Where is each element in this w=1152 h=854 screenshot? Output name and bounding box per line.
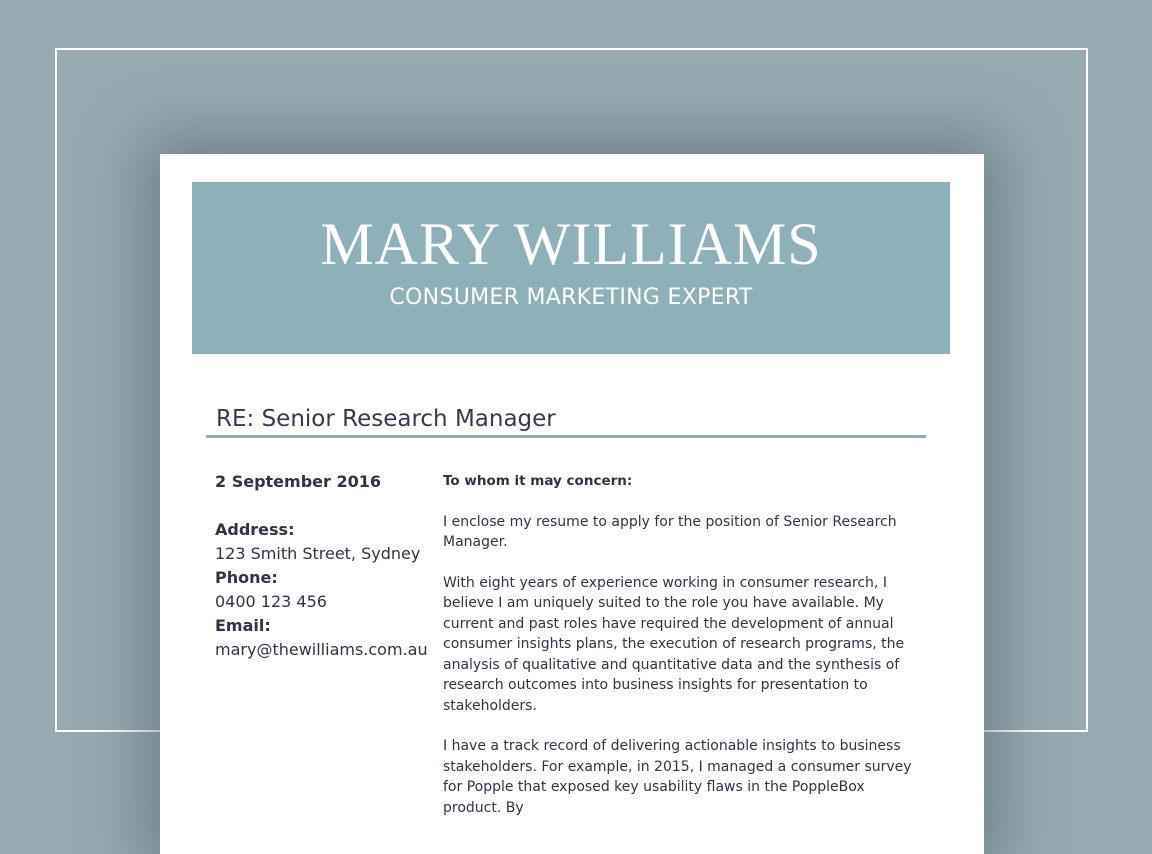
letter-body (443, 471, 927, 838)
address-value: 123 Smith Street, Sydney (215, 544, 421, 563)
paragraph: With eight years of experience working in consumer research, I believe I am uniquely suited to the role you have available. My current and past roles have required the development of annual consumer insights plans, the execution of research programs, the analysis of qualitative and quantitative data and the synthesis of research outcomes into business insights for presentation to stakeholders. (443, 574, 905, 714)
paragraph: I enclose my resume to apply for the position of Senior Research Manager. (443, 513, 897, 550)
letter-date: 2 September 2016 (215, 472, 381, 491)
phone-value: 0400 123 456 (215, 592, 327, 611)
subject-line: RE: Senior Research Manager (216, 406, 556, 432)
applicant-title: CONSUMER MARKETING EXPERT (389, 285, 753, 310)
address-label: Address: (215, 520, 295, 539)
paragraph: I have a track record of delivering actionable insights to business stakeholders. For example, in 2015, I managed a consumer survey for Popple that exposed key usability flaws in the PoppleBox product. By (443, 738, 912, 816)
phone-label: Phone: (215, 568, 278, 587)
cover-letter-page (160, 154, 984, 854)
email-value: mary@thewilliams.com.au (215, 640, 428, 659)
applicant-name: MARY WILLIAMS (320, 211, 822, 277)
subject-divider (206, 435, 926, 438)
contact-sidebar (215, 470, 435, 662)
header-banner (192, 182, 950, 354)
salutation: To whom it may concern: (443, 473, 633, 489)
email-label: Email: (215, 616, 271, 635)
